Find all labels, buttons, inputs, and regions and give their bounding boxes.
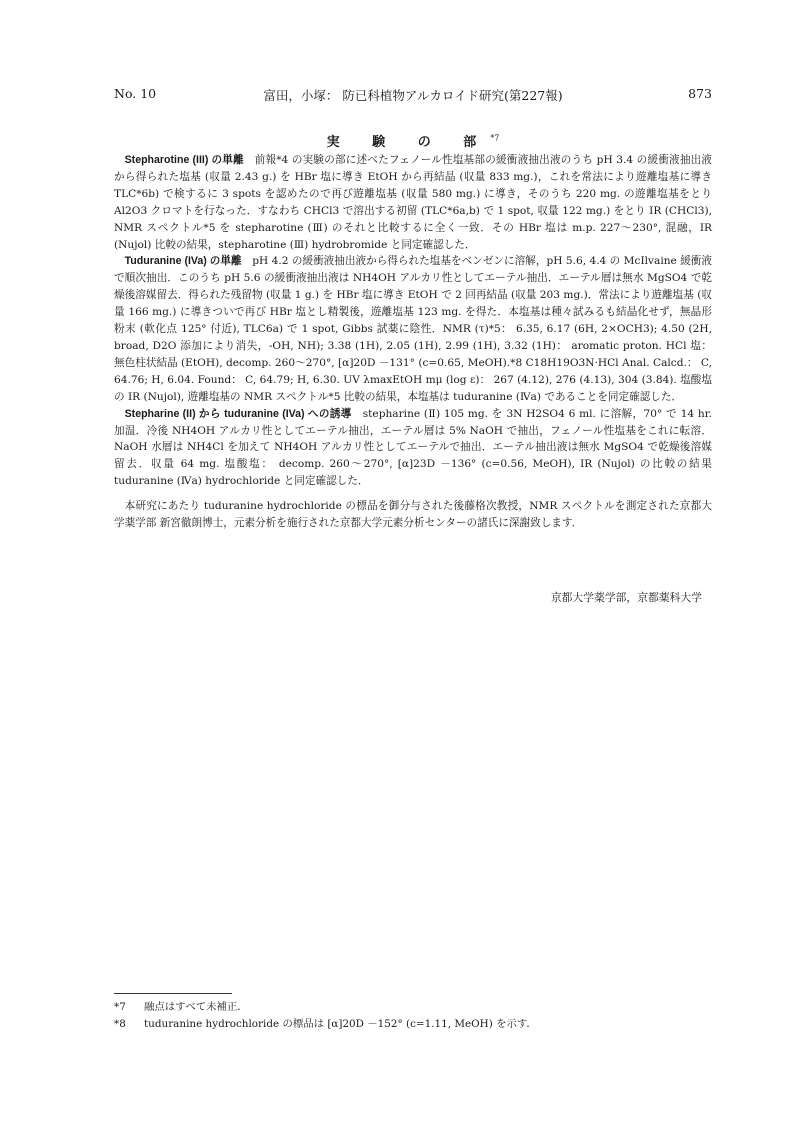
paragraph-text: 本研究にあたり tuduranine hydrochloride の標品を御分与された後藤格次教授，NMR スペクトルを測定された京都大学薬学部 新宮徹朗博士，元素分析を施行された京都大学元素分析センターの諸氏に深謝致します． [114, 500, 712, 530]
paragraph-stepharine-conversion [114, 406, 712, 491]
section-title [114, 131, 712, 150]
paragraph-text: stepharine (Ⅱ) 105 mg. を 3N H2SO4 6 ml. に溶解，70° で 14 hr. 加温．冷後 NH4OH アルカリ性としてエーテル抽出，エーテル層は 5% NaOH で抽出，フェノール性塩基をこれに転溶．NaOH 水層は NH4Cl を加えて NH4OH アルカリ性としてエーテルで抽出．エーテル抽出液は無水 MgSO4 で乾燥後溶媒留去．収量 64 mg. 塩酸塩： decomp. 260～270°, [α]23D －136° (c=0.56, MeOH), IR (Nujol) の比較の結果 tuduranine (Ⅳa) hydrochloride と同定確認した． [114, 407, 713, 488]
paragraph-text: pH 4.2 の緩衝液抽出液から得られた塩基をベンゼンに溶解，pH 5.6, 4.4 の McIlvaine 緩衝液で順次抽出．このうち pH 5.6 の緩衝液抽出液は NH4OH アルカリ性としてエーテル抽出．エーテル層は無水 MgSO4 で乾燥後溶媒留去．得られた残留物 (収量 1 g.) を HBr 塩に導き EtOH で 2 回再結晶 (収量 203 mg.)．常法により遊離塩基 (収量 166 mg.) に導きついで再び HBr 塩とし精製後，遊離塩基 123 mg. を得た．本塩基は種々試みるも結晶化せず，無晶形粉末 (軟化点 125° 付近), TLC6a) で 1 spot, Gibbs 試薬に陰性．NMR (τ)*5： 6.35, 6.17 (6H, 2×OCH3); 4.50 (2H, broad, D2O 添加により消失，-OH, NH); 3.38 (1H), 2.05 (1H), 2.99 (1H), 3.32 (1H)： aromatic proton. HCl 塩： 無色柱状結晶 (EtOH), decomp. 260～270°, [α]20D －131° (c=0.65, MeOH).*8 C18H19O3N·HCl Anal. Calcd.： C, 64.76; H, 6.04. Found： C, 64.79; H, 6.30. UV λmaxEtOH mμ (log ε)： 267 (4.12), 276 (4.13), 304 (3.84). 塩酸塩の IR (Nujol), 遊離塩基の NMR スペクトル*5 比較の結果，本塩基は tuduranine (Ⅳa) であることを同定確認した． [114, 255, 713, 403]
footnote-item [114, 1016, 712, 1033]
section-title-text: 実 験 の 部 [326, 135, 491, 150]
paragraph-heading: Stepharine (II) から tuduranine (IVa) への誘導 [124, 407, 352, 420]
footnote-text: 融点はすべて未補正． [144, 1001, 248, 1013]
page-number: 873 [688, 86, 712, 101]
footnote-mark: *7 [114, 1001, 126, 1013]
journal-issue: No. 10 [114, 86, 157, 101]
paragraph-text: 前報*4 の実験の部に述べたフェノール性塩基部の緩衝液抽出液のうち pH 3.4 の緩衝液抽出液から得られた塩基 (収量 2.43 g.) を HBr 塩に導き EtOH から再結晶 (収量 833 mg.)，これを常法により遊離塩基に導き TLC*6b) で検するに 3 spots を認めたので再び遊離塩基 (収量 580 mg.) に導き，そのうち 220 mg. の遊離塩基をとり Al2O3 クロマトを行なった．すなわち CHCl3 で溶出する初留 (TLC*6a,b) で 1 spot, 収量 122 mg.) をとり IR (CHCl3), NMR スペクトル*5 を stepharotine (Ⅲ) のそれと比較するに全く一致．その HBr 塩は m.p. 227～230°, 混融，IR (Nujol) 比較の結果，stepharotine (Ⅲ) hydrobromide と同定確認した． [114, 154, 712, 251]
body-text [114, 152, 712, 532]
paragraph-tuduranine [114, 253, 712, 405]
running-title: 富田，小塚： 防已科植物アルカロイド研究(第227報) [263, 88, 563, 103]
paragraph-heading: Stepharotine (III) の単離 [124, 154, 244, 166]
paragraph-heading: Tuduranine (IVa) の単離 [124, 255, 242, 268]
footnote-mark: *8 [114, 1018, 126, 1030]
paragraph-stepharotine [114, 152, 712, 253]
footnote-item [114, 999, 712, 1016]
running-head [114, 86, 712, 106]
footnote-text: tuduranine hydrochloride の標品は [α]20D －152° (c=1.11, MeOH) を示す． [144, 1018, 537, 1030]
footnotes [114, 999, 712, 1033]
section-title-footnote-mark: *7 [490, 133, 500, 143]
affiliation: 京都大学薬学部，京都薬科大学 [550, 591, 702, 604]
footnote-divider [114, 993, 232, 994]
paragraph-acknowledgement [114, 498, 712, 532]
